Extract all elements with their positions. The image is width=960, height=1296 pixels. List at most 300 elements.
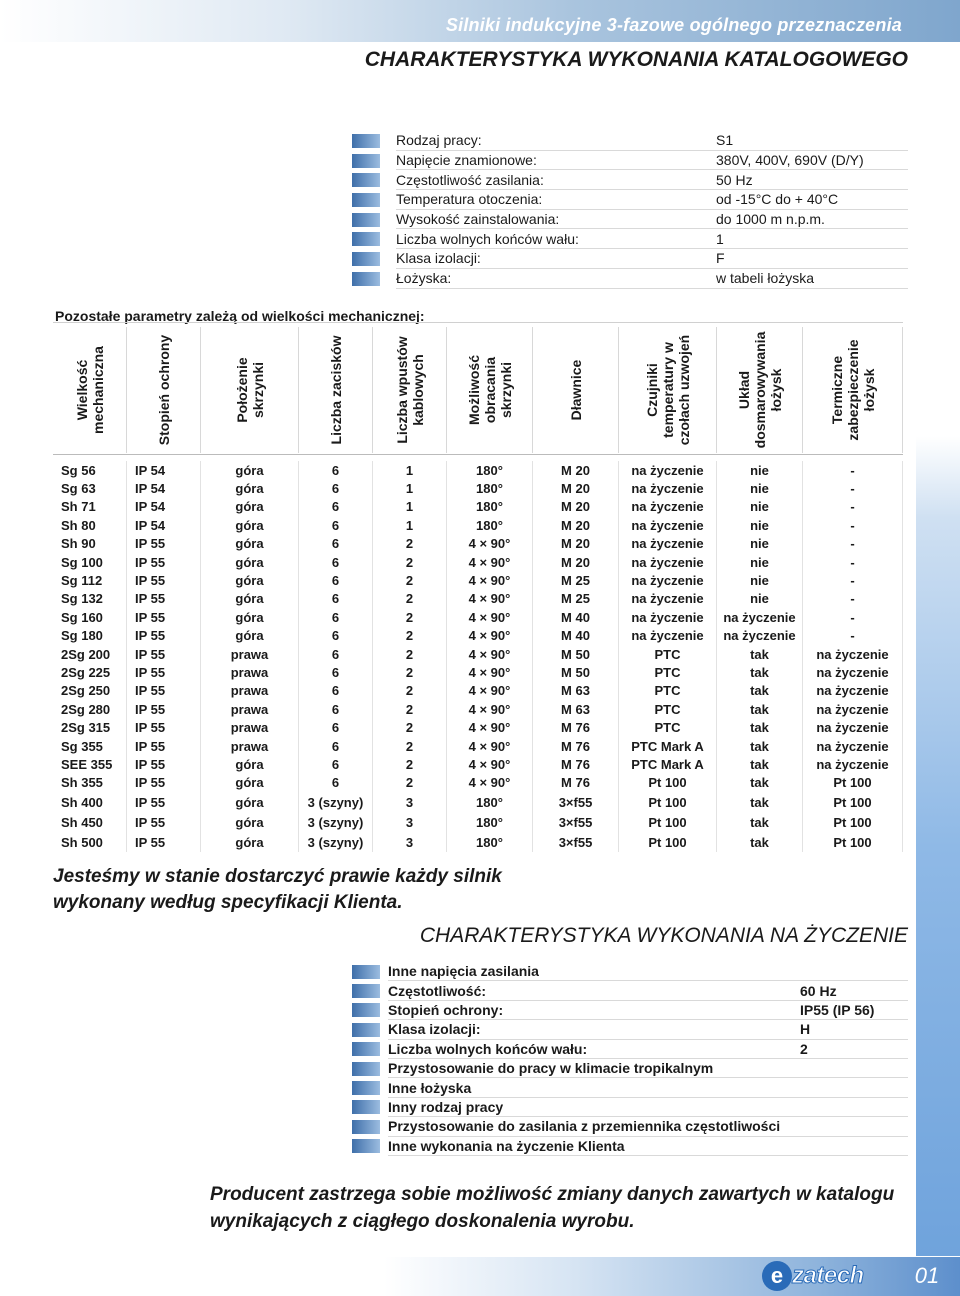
bullet-marker-icon (352, 173, 380, 187)
table-cell: - (803, 590, 903, 608)
table-cell: 4 × 90° (447, 608, 533, 626)
column-header (299, 327, 373, 453)
table-cell: 1 (373, 461, 447, 479)
table-cell: 2 (373, 608, 447, 626)
table-cell: Sh 450 (53, 812, 127, 832)
table-cell: IP 55 (127, 737, 201, 755)
table-cell: M 63 (533, 700, 619, 718)
spec-value (800, 1059, 908, 1078)
table-cell: góra (201, 812, 299, 832)
spec-row (352, 249, 908, 269)
table-cell: - (803, 608, 903, 626)
column-header-label: Wielkość mechaniczna (73, 346, 106, 434)
spec-label: Liczba wolnych końców wału: (396, 229, 716, 249)
table-cell: IP 54 (127, 498, 201, 516)
table-row (53, 627, 903, 645)
table-cell: na życzenie (619, 479, 717, 497)
table-cell: tak (717, 792, 803, 812)
table-cell: IP 55 (127, 571, 201, 589)
spec-value (800, 1117, 908, 1136)
table-cell: 4 × 90° (447, 700, 533, 718)
spec-row (352, 1098, 908, 1117)
table-cell: 3 (373, 792, 447, 812)
spec-row (352, 170, 908, 190)
table-cell: PTC (619, 700, 717, 718)
table-cell: 6 (299, 571, 373, 589)
bullet-marker-icon (352, 1100, 380, 1114)
table-cell: góra (201, 755, 299, 773)
table-cell: 2 (373, 774, 447, 792)
table-cell: 1 (373, 479, 447, 497)
spec-value: 60 Hz (800, 981, 908, 1000)
custom-title: CHARAKTERYSTYKA WYKONANIA NA ŻYCZENIE (419, 924, 908, 947)
spec-label: Inny rodzaj pracy (388, 1098, 800, 1117)
table-cell: PTC (619, 663, 717, 681)
table-cell: Sh 400 (53, 792, 127, 812)
logo-mark: e (762, 1261, 792, 1291)
table-cell: 1 (373, 498, 447, 516)
spec-value: w tabeli łożyska (716, 269, 908, 289)
column-header (201, 327, 299, 453)
bullet-marker-icon (352, 984, 380, 998)
table-cell: M 20 (533, 461, 619, 479)
spec-row (352, 1117, 908, 1136)
table-cell: - (803, 571, 903, 589)
table-cell: 180° (447, 479, 533, 497)
table-cell: tak (717, 812, 803, 832)
disclaimer-line2: wynikających z ciągłego doskonalenia wyrobu. (210, 1211, 635, 1232)
spec-value: od -15°C do + 40°C (716, 190, 908, 210)
table-cell: 3 (szyny) (299, 832, 373, 852)
table-cell: 3 (373, 812, 447, 832)
table-cell: na życzenie (619, 627, 717, 645)
table-cell: SEE 355 (53, 755, 127, 773)
table-cell: 3 (373, 832, 447, 852)
table-cell: - (803, 479, 903, 497)
table-cell: 6 (299, 774, 373, 792)
spec-row (352, 1078, 908, 1097)
table-cell: prawa (201, 663, 299, 681)
table-cell: 180° (447, 498, 533, 516)
spec-row (352, 962, 908, 981)
table-cell: 6 (299, 553, 373, 571)
table-row (53, 571, 903, 589)
table-cell: M 40 (533, 627, 619, 645)
spec-label: Temperatura otoczenia: (396, 190, 716, 210)
table-cell: IP 55 (127, 535, 201, 553)
table-cell: 4 × 90° (447, 718, 533, 736)
table-cell: IP 54 (127, 516, 201, 534)
spec-value: do 1000 m n.p.m. (716, 210, 908, 230)
bullet-marker-icon (352, 1139, 380, 1153)
table-cell: 4 × 90° (447, 682, 533, 700)
table-cell: na życzenie (619, 461, 717, 479)
table-cell: prawa (201, 645, 299, 663)
table-cell: tak (717, 700, 803, 718)
bullet-marker-icon (352, 1003, 380, 1017)
table-cell: IP 55 (127, 608, 201, 626)
table-cell: 2Sg 200 (53, 645, 127, 663)
table-cell: - (803, 516, 903, 534)
table-row (53, 553, 903, 571)
spec-value: S1 (716, 131, 908, 151)
spec-value: 2 (800, 1040, 908, 1059)
spec-row (352, 1020, 908, 1039)
table-cell: na życzenie (803, 663, 903, 681)
table-cell: IP 55 (127, 718, 201, 736)
custom-note (53, 864, 502, 916)
table-cell: M 50 (533, 663, 619, 681)
table-row (53, 737, 903, 755)
table-cell: M 63 (533, 682, 619, 700)
table-cell: tak (717, 663, 803, 681)
column-header-label: Położenie skrzynki (233, 357, 266, 423)
column-header-label: Stopień ochrony (155, 334, 172, 446)
table-cell: prawa (201, 700, 299, 718)
disclaimer (210, 1181, 894, 1235)
table-cell: M 20 (533, 498, 619, 516)
table-cell: IP 55 (127, 774, 201, 792)
spec-row (352, 1059, 908, 1078)
table-cell: Pt 100 (619, 832, 717, 852)
table-cell: góra (201, 535, 299, 553)
table-cell: 4 × 90° (447, 645, 533, 663)
column-header-label: Termiczne zabezpieczenie łożysk (828, 339, 877, 441)
custom-note-line2: wykonany według specyfikacji Klienta. (53, 892, 403, 913)
spec-label: Inne napięcia zasilania (388, 962, 800, 981)
table-cell: na życzenie (619, 516, 717, 534)
spec-row (352, 269, 908, 289)
table-cell: 6 (299, 590, 373, 608)
table-cell: Pt 100 (619, 812, 717, 832)
table-cell: 180° (447, 516, 533, 534)
table-cell: 4 × 90° (447, 571, 533, 589)
table-cell: IP 55 (127, 627, 201, 645)
table-row (53, 682, 903, 700)
table-cell: 4 × 90° (447, 663, 533, 681)
table-cell: Sh 90 (53, 535, 127, 553)
column-header-label: Czujniki temperatury w czołach uzwojeń (643, 334, 692, 446)
table-cell: PTC (619, 682, 717, 700)
table-row (53, 590, 903, 608)
table-cell: - (803, 553, 903, 571)
bullet-marker-icon (352, 1081, 380, 1095)
spec-label: Częstotliwość zasilania: (396, 170, 716, 190)
table-row (53, 461, 903, 479)
table-cell: 2 (373, 553, 447, 571)
column-header (619, 327, 717, 453)
table-row (53, 645, 903, 663)
table-cell: Pt 100 (803, 832, 903, 852)
table-cell: Sh 80 (53, 516, 127, 534)
spec-row (352, 131, 908, 151)
spec-label: Inne wykonania na życzenie Klienta (388, 1137, 800, 1156)
table-cell: góra (201, 498, 299, 516)
table-cell: Sg 112 (53, 571, 127, 589)
table-cell: tak (717, 774, 803, 792)
table-cell: nie (717, 571, 803, 589)
table-cell: IP 55 (127, 832, 201, 852)
bullet-marker-icon (352, 193, 380, 207)
spec-label: Łożyska: (396, 269, 716, 289)
table-row (53, 479, 903, 497)
table-cell: 3 (szyny) (299, 812, 373, 832)
table-cell: 6 (299, 645, 373, 663)
table-cell: 2 (373, 718, 447, 736)
table-cell: nie (717, 498, 803, 516)
table-cell: IP 55 (127, 663, 201, 681)
spec-value: 1 (716, 229, 908, 249)
spec-row (352, 229, 908, 249)
table-cell: 6 (299, 718, 373, 736)
table-cell: - (803, 535, 903, 553)
table-row (53, 535, 903, 553)
table-cell: 2 (373, 737, 447, 755)
spec-label: Częstotliwość: (388, 981, 800, 1000)
table-cell: 2Sg 250 (53, 682, 127, 700)
table-cell: 2 (373, 663, 447, 681)
bullet-marker-icon (352, 232, 380, 246)
table-cell: 3 (szyny) (299, 792, 373, 812)
table-cell: na życzenie (619, 571, 717, 589)
spec-value: H (800, 1020, 908, 1039)
bullet-marker-icon (352, 1023, 380, 1037)
table-cell: 4 × 90° (447, 755, 533, 773)
table-cell: tak (717, 737, 803, 755)
table-cell: prawa (201, 737, 299, 755)
table-row (53, 663, 903, 681)
bullet-marker-icon (352, 1120, 380, 1134)
table-cell: góra (201, 774, 299, 792)
table-cell: tak (717, 755, 803, 773)
table-cell: 2 (373, 682, 447, 700)
table-cell: IP 55 (127, 792, 201, 812)
table-cell: PTC Mark A (619, 755, 717, 773)
table-cell: 2 (373, 755, 447, 773)
table-cell: M 40 (533, 608, 619, 626)
table-row (53, 700, 903, 718)
table-row (53, 832, 903, 852)
table-cell: 6 (299, 700, 373, 718)
table-cell: góra (201, 553, 299, 571)
table-cell: 6 (299, 516, 373, 534)
table-cell: 6 (299, 755, 373, 773)
side-decoration (916, 436, 960, 1256)
table-cell: IP 55 (127, 755, 201, 773)
column-header (373, 327, 447, 453)
table-cell: nie (717, 553, 803, 571)
spec-label: Klasa izolacji: (388, 1020, 800, 1039)
table-cell: 4 × 90° (447, 774, 533, 792)
table-cell: nie (717, 535, 803, 553)
table-cell: M 50 (533, 645, 619, 663)
other-params-label: Pozostałe parametry zależą od wielkości mechanicznej: (55, 308, 425, 324)
spec-label: Przystosowanie do pracy w klimacie tropikalnym (388, 1059, 800, 1078)
table-cell: Pt 100 (619, 792, 717, 812)
table-row (53, 812, 903, 832)
table-cell: 6 (299, 682, 373, 700)
table-cell: IP 55 (127, 553, 201, 571)
table-cell: 2 (373, 645, 447, 663)
spec-row (352, 210, 908, 230)
table-cell: nie (717, 479, 803, 497)
column-header (53, 327, 127, 453)
table-cell: - (803, 461, 903, 479)
header-subtitle: Silniki indukcyjne 3-fazowe ogólnego przeznaczenia (445, 15, 902, 35)
column-header-label: Możliwość obracania skrzynki (465, 354, 514, 426)
table-cell: 6 (299, 608, 373, 626)
table-cell: prawa (201, 718, 299, 736)
bullet-marker-icon (352, 272, 380, 286)
table-cell: M 76 (533, 737, 619, 755)
spec-value (800, 962, 908, 981)
bullet-marker-icon (352, 1062, 380, 1076)
table-cell: 6 (299, 461, 373, 479)
bullet-marker-icon (352, 213, 380, 227)
table-cell: Pt 100 (803, 792, 903, 812)
table-cell: 6 (299, 737, 373, 755)
table-cell: tak (717, 645, 803, 663)
table-cell: 4 × 90° (447, 590, 533, 608)
table-cell: M 25 (533, 590, 619, 608)
table-cell: góra (201, 627, 299, 645)
column-header (127, 327, 201, 453)
company-logo (762, 1260, 890, 1292)
table-cell: 180° (447, 792, 533, 812)
table-cell: góra (201, 792, 299, 812)
table-cell: M 76 (533, 755, 619, 773)
table-row (53, 498, 903, 516)
table-cell: - (803, 627, 903, 645)
spec-row (352, 1137, 908, 1156)
spec-label: Napięcie znamionowe: (396, 151, 716, 171)
table-cell: 3×f55 (533, 832, 619, 852)
table-cell: góra (201, 461, 299, 479)
spec-row (352, 981, 908, 1000)
catalog-spec-list (352, 131, 908, 289)
spec-value: F (716, 249, 908, 269)
table-cell: 180° (447, 461, 533, 479)
table-cell: IP 55 (127, 682, 201, 700)
column-header (533, 327, 619, 453)
table-cell: tak (717, 682, 803, 700)
spec-row (352, 151, 908, 171)
bullet-marker-icon (352, 1042, 380, 1056)
table-row (53, 792, 903, 812)
table-cell: M 25 (533, 571, 619, 589)
spec-value: 50 Hz (716, 170, 908, 190)
table-cell: M 20 (533, 479, 619, 497)
table-body (53, 455, 903, 852)
table-cell: IP 55 (127, 645, 201, 663)
table-cell: M 20 (533, 516, 619, 534)
table-cell: 6 (299, 535, 373, 553)
table-cell: na życzenie (803, 645, 903, 663)
table-cell: prawa (201, 682, 299, 700)
table-cell: 3×f55 (533, 812, 619, 832)
table-cell: na życzenie (803, 682, 903, 700)
table-cell: na życzenie (803, 700, 903, 718)
table-cell: 6 (299, 627, 373, 645)
table-cell: 2 (373, 700, 447, 718)
table-cell: IP 55 (127, 590, 201, 608)
bullet-marker-icon (352, 134, 380, 148)
table-cell: Pt 100 (803, 774, 903, 792)
spec-label: Przystosowanie do zasilania z przemiennika częstotliwości (388, 1117, 800, 1136)
table-row (53, 608, 903, 626)
table-cell: Sg 180 (53, 627, 127, 645)
table-row (53, 516, 903, 534)
spec-row (352, 1001, 908, 1020)
disclaimer-line1: Producent zastrzega sobie możliwość zmiany danych zawartych w katalogu (210, 1184, 895, 1205)
table-cell: PTC (619, 718, 717, 736)
table-cell: M 76 (533, 774, 619, 792)
table-cell: tak (717, 718, 803, 736)
spec-value: 380V, 400V, 690V (D/Y) (716, 151, 908, 171)
spec-value: IP55 (IP 56) (800, 1001, 908, 1020)
table-cell: nie (717, 461, 803, 479)
table-cell: na życzenie (619, 553, 717, 571)
table-cell: IP 54 (127, 479, 201, 497)
page-number: 01 (914, 1263, 940, 1288)
custom-spec-list (352, 962, 908, 1156)
table-cell: Sg 355 (53, 737, 127, 755)
table-cell: 2Sg 315 (53, 718, 127, 736)
table-row (53, 755, 903, 773)
table-cell: 6 (299, 663, 373, 681)
table-cell: 2Sg 225 (53, 663, 127, 681)
table-cell: 180° (447, 812, 533, 832)
table-cell: 2 (373, 535, 447, 553)
table-cell: na życzenie (803, 737, 903, 755)
spec-label: Inne łożyska (388, 1078, 800, 1097)
table-cell: 4 × 90° (447, 553, 533, 571)
column-header-label: Dławnice (567, 359, 584, 421)
table-cell: PTC Mark A (619, 737, 717, 755)
table-cell: Sg 100 (53, 553, 127, 571)
table-cell: góra (201, 479, 299, 497)
table-cell: 4 × 90° (447, 535, 533, 553)
table-cell: - (803, 498, 903, 516)
table-cell: 180° (447, 832, 533, 852)
spec-label: Stopień ochrony: (388, 1001, 800, 1020)
table-cell: 2 (373, 590, 447, 608)
column-header (717, 327, 803, 453)
table-cell: góra (201, 516, 299, 534)
table-cell: 4 × 90° (447, 737, 533, 755)
bullet-marker-icon (352, 154, 380, 168)
spec-label: Wysokość zainstalowania: (396, 210, 716, 230)
bullet-marker-icon (352, 965, 380, 979)
table-cell: tak (717, 832, 803, 852)
table-cell: Sg 63 (53, 479, 127, 497)
spec-label: Liczba wolnych końców wału: (388, 1040, 800, 1059)
table-cell: na życzenie (619, 608, 717, 626)
table-cell: góra (201, 608, 299, 626)
spec-label: Rodzaj pracy: (396, 131, 716, 151)
column-header-label: Liczba wpustów kablowych (393, 336, 426, 444)
page-title: CHARAKTERYSTYKA WYKONANIA KATALOGOWEGO (364, 48, 908, 71)
table-cell: IP 55 (127, 812, 201, 832)
spec-value (800, 1078, 908, 1097)
table-row (53, 718, 903, 736)
table-cell: 6 (299, 479, 373, 497)
table-cell: 2 (373, 571, 447, 589)
spec-row (352, 190, 908, 210)
table-cell: na życzenie (619, 498, 717, 516)
spec-value (800, 1098, 908, 1117)
column-header-label: Układ dosmarowywania łożysk (735, 331, 784, 449)
